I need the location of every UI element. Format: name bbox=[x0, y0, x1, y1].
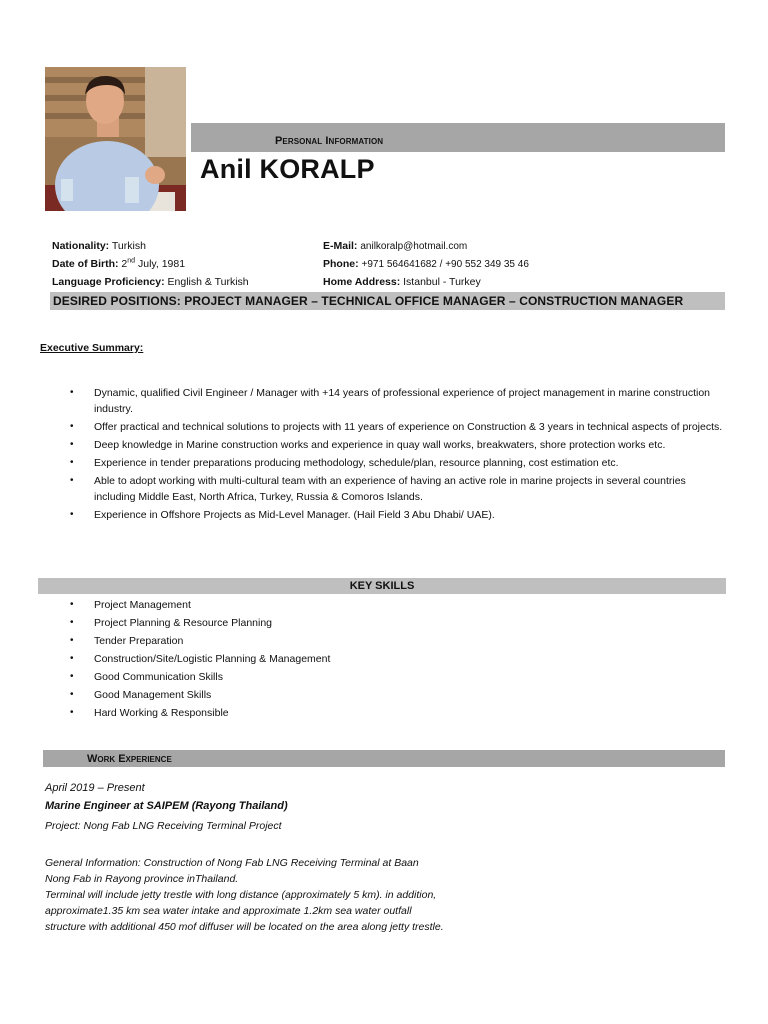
candidate-name: Anil KORALP bbox=[200, 154, 375, 184]
job-general-info bbox=[45, 855, 445, 935]
personal-info-bar bbox=[191, 123, 725, 152]
nationality-row bbox=[52, 240, 146, 252]
language-label: Language Proficiency: bbox=[52, 276, 165, 288]
email-row bbox=[323, 240, 467, 252]
job-title: Marine Engineer at SAIPEM (Rayong Thailand) bbox=[45, 800, 288, 812]
profile-photo bbox=[45, 67, 186, 211]
skill-item: • Hard Working & Responsible bbox=[70, 705, 710, 721]
nationality-label: Nationality: bbox=[52, 240, 110, 252]
dob-row bbox=[52, 258, 185, 270]
key-skills-list bbox=[70, 597, 710, 723]
skill-item: • Project Management bbox=[70, 597, 710, 613]
dob-day: 2 bbox=[121, 258, 128, 270]
phone-label: Phone: bbox=[323, 258, 359, 270]
language-value: English & Turkish bbox=[167, 276, 249, 288]
nationality-value: Turkish bbox=[111, 240, 146, 252]
summary-item: • Experience in Offshore Projects as Mid-Level Manager. (Hail Field 3 Abu Dhabi/ UAE). bbox=[70, 507, 730, 523]
skill-item: • Tender Preparation bbox=[70, 633, 710, 649]
email-label: E-Mail: bbox=[323, 240, 358, 252]
personal-info-heading: Personal Information bbox=[275, 135, 384, 147]
address-label: Home Address: bbox=[323, 276, 401, 288]
email-link[interactable]: anilkoralp@hotmail.com bbox=[360, 241, 468, 252]
address-value: Istanbul - Turkey bbox=[403, 276, 481, 288]
summary-item: • Deep knowledge in Marine construction works and experience in quay wall works, breakwaters, shore protection works etc. bbox=[70, 437, 730, 453]
skill-item: • Good Management Skills bbox=[70, 687, 710, 703]
skill-item: • Project Planning & Resource Planning bbox=[70, 615, 710, 631]
phone-value: +971 564641682 / +90 552 349 35 46 bbox=[361, 259, 529, 270]
phone-row bbox=[323, 258, 529, 270]
general-info-paragraph: General Information: Construction of Nong Fab LNG Receiving Terminal at Baan Nong Fab in Rayong province inThailand. bbox=[45, 857, 419, 885]
summary-item: • Offer practical and technical solutions to projects with 11 years of experience on Construction & 3 years in technical aspects of projects. bbox=[70, 419, 730, 435]
summary-item: • Dynamic, qualified Civil Engineer / Manager with +14 years of professional experience of project management in marine construction industry. bbox=[70, 385, 730, 417]
summary-item: • Able to adopt working with multi-cultural team with an experience of having an active role in marine projects in several countries including Middle East, North Africa, Turkey, Russia & Comoros Islands. bbox=[70, 473, 730, 505]
executive-summary-heading: Executive Summary: bbox=[40, 342, 144, 354]
address-row bbox=[323, 276, 481, 288]
job-project: Project: Nong Fab LNG Receiving Terminal Project bbox=[45, 820, 282, 832]
key-skills-heading: KEY SKILLS bbox=[38, 578, 726, 594]
language-row bbox=[52, 276, 249, 288]
dob-label: Date of Birth: bbox=[52, 258, 119, 270]
skill-item: • Construction/Site/Logistic Planning & Management bbox=[70, 651, 710, 667]
desired-positions-bar bbox=[50, 292, 725, 310]
dob-rest: July, 1981 bbox=[137, 258, 186, 270]
skill-item: • Good Communication Skills bbox=[70, 669, 710, 685]
work-experience-heading: Work Experience bbox=[87, 753, 172, 765]
job-period: April 2019 – Present bbox=[45, 782, 145, 794]
dob-suffix: nd bbox=[127, 257, 136, 265]
summary-item: • Experience in tender preparations producing methodology, schedule/plan, resource planning, cost estimation etc. bbox=[70, 455, 730, 471]
general-info-paragraph: Terminal will include jetty trestle with long distance (approximately 5 km). in addition, approximate1.35 km sea water intake and approximate 1.2km sea water outfall structure with additional 450 mof diffuser will be located on the area along jetty trestle. bbox=[45, 889, 444, 933]
profile-photo-image bbox=[45, 67, 186, 211]
work-experience-bar bbox=[43, 750, 725, 767]
executive-summary-list bbox=[70, 385, 730, 525]
desired-positions-text: DESIRED POSITIONS: PROJECT MANAGER – TECHNICAL OFFICE MANAGER – CONSTRUCTION MANAGER bbox=[53, 294, 684, 308]
